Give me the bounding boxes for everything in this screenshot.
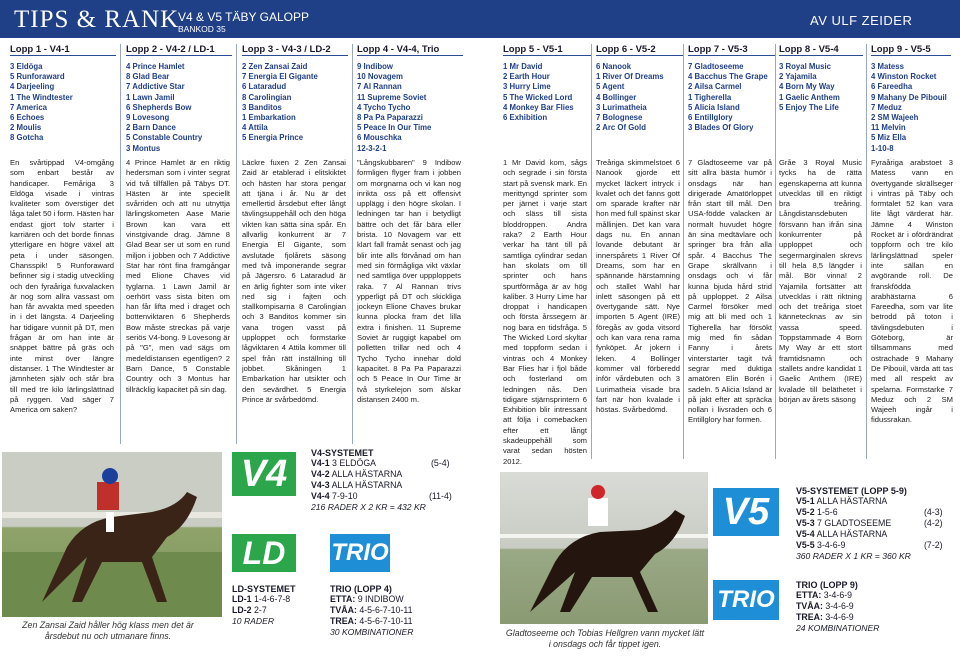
race-1-header: Lopp 1 - V4-1 <box>10 44 116 56</box>
race-3-picks <box>242 62 318 144</box>
pick: 5 Peace In Our Time <box>357 123 432 133</box>
v5-summary: 360 RADER X 1 KR = 360 KR <box>796 551 911 561</box>
pick: 5 Runforaward <box>10 72 65 82</box>
pick: 7 Gladtoseeme <box>688 62 744 71</box>
v4-logo: V4 <box>232 452 296 496</box>
trio-race-4-first: ETTA: 9 INDIBOW <box>330 594 404 604</box>
trio-logo-right: TRIO <box>713 580 779 620</box>
pick: 7 Energia El Gigante <box>242 72 318 82</box>
pick: 7 America <box>10 102 47 112</box>
pick: 3 Eldöga <box>10 62 43 71</box>
pick: 7 Addictive Star <box>126 82 185 92</box>
trio-race-9-third: TREA: 3-4-6-9 <box>796 612 854 622</box>
race-4-text: "Långskubbaren" 9 Indibow formligen flyger fram i jobben om morgnarna och vi kan nog inrikta oss på ett offensivt upplägg i den högre skolan. I ledningen tar han i betydligt bättre och det får bära eller brista. 10 Novagem var ett klart fall framåt senast och jag blir inte alls förvånad om han med sin förmågliga vikt växlar ned samtliga över uppploppets raka. 7 Al Rannan trivs ypperligt på DT och skickliga jockeyn Elione Chaves brukar kunna plocka fram det lilla extra i finishen. 11 Supreme Soviet är ruggigt kapabel om polletten trillar ned och 4 Tycho Tycho innehar dold kapacitet. 8 Pa Pa Paparazzi och 5 Peace In Our Time är två styrkelejon som älskar distansen 2400 m. <box>357 158 461 404</box>
pick: 2 Earth Hour <box>503 72 550 82</box>
pick: 4 Prince Hamlet <box>126 62 185 71</box>
pick: 1 Mr David <box>503 62 543 71</box>
race-2-picks <box>126 62 202 154</box>
pick: 9 Indibow <box>357 62 393 71</box>
pick: 2 Ailsa Carmel <box>688 82 742 92</box>
ld-system <box>232 584 322 627</box>
v4-system <box>311 448 471 513</box>
pick: 6 Shepherds Bow <box>126 102 192 112</box>
pick: 2 Zen Zansai Zaid <box>242 62 308 71</box>
ld-leg-2: LD-2 2-7 <box>232 605 267 615</box>
column-divider <box>591 44 592 459</box>
pick: 6 Mouschka <box>357 133 402 143</box>
track-code: BANKOD 35 <box>178 24 226 34</box>
race-9-picks <box>871 62 947 154</box>
pick: 7 Al Rannan <box>357 82 402 92</box>
v4-summary: 216 RADER X 2 KR = 432 KR <box>311 502 426 512</box>
trio-race-4-summary: 30 KOMBINATIONER <box>330 627 414 637</box>
pick: 12-3-2-1 <box>357 143 387 153</box>
pick: 3 Lurimatheia <box>596 102 647 112</box>
pick: 5 Miz Ella <box>871 133 907 143</box>
v5-leg-1: V5-1 ALLA HÄSTARNA <box>796 496 888 506</box>
trio-race-9-summary: 24 KOMBINATIONER <box>796 623 880 633</box>
pick: 1 Gaelic Anthem <box>779 92 840 102</box>
v5-leg-4: V5-4 ALLA HÄSTARNA <box>796 529 888 539</box>
column-divider <box>352 44 353 444</box>
trio-race-4-system <box>330 584 460 638</box>
trio-race-9-second: TVÅA: 3-4-6-9 <box>796 601 854 611</box>
column-divider <box>236 44 237 444</box>
pick: 4 Darjeeling <box>10 82 55 92</box>
pick: 2 Barn Dance <box>126 123 176 133</box>
pick: 2 SM Wajeeh <box>871 113 919 123</box>
horse-photo-left <box>2 452 222 617</box>
pick: 9 Mahany De Pibouil <box>871 92 947 102</box>
ld-system-title: LD-SYSTEMET <box>232 584 296 594</box>
ld-leg-1: LD-1 1-4-6-7-8 <box>232 594 291 604</box>
pick: 7 Bolognese <box>596 113 643 123</box>
pick: 3 Royal Music <box>779 62 831 71</box>
pick: 6 Entillglory <box>688 113 733 123</box>
race-6-header: Lopp 6 - V5-2 <box>596 44 684 56</box>
race-1-text: En svårtippad V4-omgång som enbart består av handicaper. Femåriga 3 Eldöga visade i vintras kvaliteter som överstiger det låga talet 50 i form. Hästen har endast gjort tolv starter i karriären och det borde finnas ytterligare en högre växel att peta i under säsongen. Chansspik! 5 Runforaward befinner sig i stadig utveckling och den fyraåriga fuxvalacken är nog som allra vassast om han får avvakta med speeden in i det längsta. 4 Darjeeling har tidigare vunnit på DT, men frågan är om han inte är snäppet bättre på gräs och inte minst över längre distanser. 1 The Windtester är jämnheten själv och står bra till med tre kilo lärlingslättnad på ryggen. Vad säger 7 America om saken? <box>10 158 114 415</box>
trio-race-9-title: TRIO (LOPP 9) <box>796 580 858 590</box>
race-4-picks <box>357 62 431 154</box>
column-divider <box>775 44 776 459</box>
page-title: TIPS & RANK <box>14 6 180 33</box>
v4-system-title: V4-SYSTEMET <box>311 448 374 458</box>
pick: 7 Meduz <box>871 102 902 112</box>
race-7-header: Lopp 7 - V5-3 <box>688 44 776 56</box>
horse-photo-right <box>500 472 708 624</box>
race-9-text: Fyraåriga arabstoet 3 Matess vann en övertygande skrällseger i vintras på Täby och formtalet 52 kan vara lite lågt värderat här. Jämne 4 Winston Rocket är i ofördrändrat toppform och tre kilo lärlingslättnad speler inte sällan en avgörande roll. De franskfödda arabhästarna 6 Fareedha, som var lite betrodd på toton i tävlingsdebuten i Göteborg, är tillsammans med ostrachade 9 Mahany De Pibouil, värda att tas med all respekt av spelarna. Formstarke 7 Meduz och 2 SM Wajeeh ingår i fidussrakan. <box>871 158 953 425</box>
pick: 4 Tycho Tycho <box>357 102 411 112</box>
pick: 3 Blades Of Glory <box>688 123 754 133</box>
pick: 4 Attila <box>242 123 268 133</box>
pick: 5 Enjoy The Life <box>779 102 839 112</box>
pick: 5 Energia Prince <box>242 133 304 143</box>
v4-leg-2: V4-2 ALLA HÄSTARNA <box>311 469 403 479</box>
pick: 4 Bollinger <box>596 92 637 102</box>
race-3-header: Lopp 3 - V4-3 / LD-2 <box>242 44 348 56</box>
pick: 5 Constable Country <box>126 133 203 143</box>
race-2-header: Lopp 2 - V4-2 / LD-1 <box>126 44 232 56</box>
pick: 4 Winston Rocket <box>871 72 937 82</box>
race-6-text: Treåriga skimmelstoet 6 Nanook gjorde ett mycket läckert intryck i kvalet och det fanns gott om sparade krafter när hon med full späinst skar mållinjen. Det kan vara dags nu. En annan lovande debutant är innerspårets 1 River Of Dreams, som har en spännande härstamning och stallet Wahl har inlett säsongen på ett övertygande sätt. Nye importen 5 Agent (IRE) föregås av goda vitsord och kan vara rena rama fynköpet. Är jokern i leken. 4 Bollinger kommer väl förberedd inför vårdebuten och 3 Lurimatheia visade bra fart när hon kvalade i höstas. Svårbedömd. <box>596 158 680 415</box>
race-3-text: Läckre fuxen 2 Zen Zansai Zaid är etablerad i elitskiktet och hästen har stora pengar att tjäna i år. Nu är det emellertid årsdebut efter långt tävlingsuppehåll och den höga vikten kan sätta sina spår. En allvarlig konkurrent är 7 Energia El Gigante, som avslutade fjolårets säsong med två imponerande segrar på Jägersro. 6 Lataradud är en ärlig fighter som inte viker ned sig i fajten och stallkompisarna 8 Carolingian och 3 Banditos kommer sin vana trogen vasst på upploppet och formstarke lågviktaren 4 Attila kommer till spel från rätt inställning till jobbet. Skåningen 1 Embarkation har utsikter och den sevärdhet. 5 Energia Prince är svårbedömd. <box>242 158 346 404</box>
pick: 1 River Of Dreams <box>596 72 664 82</box>
pick: 1 Lawn Jamil <box>126 92 175 102</box>
race-title: V4 & V5 TÄBY GALOPP <box>178 10 309 24</box>
trio-race-4-third: TREA: 4-5-6-7-10-11 <box>330 616 413 626</box>
v4-leg-1: V4-1 3 ELDÖGA (5-4) <box>311 458 450 468</box>
pick: 8 Glad Bear <box>126 72 170 82</box>
pick: 11 Melvin <box>871 123 906 133</box>
pick: 8 Pa Pa Paparazzi <box>357 113 423 123</box>
pick: 3 Montus <box>126 143 161 153</box>
pick: 6 Lataradud <box>242 82 287 92</box>
v5-leg-2: V5-2 1-5-6 (4-3) <box>796 507 943 517</box>
pick: 8 Gotcha <box>10 133 44 143</box>
pick: 1-10-8 <box>871 143 894 153</box>
race-7-text: 7 Gladtoseeme var på sitt allra bästa humör i onsdags när han dirigerade Amatörloppet från start till mål. Den USA-födde valacken är normalt huvudet högre än sina medtävlare och springer bra från alla spår. 4 Bacchus The Grape skrällvann i onsdags och vi får kunna bjuda hård strid på upploppet. 2 Ailsa Carmel försöker med mig att bli med och 1 Tigherella har försökt mig med fin sådan Fanny i årets vinterstarter tagit två segrar med duktiga amatören Elin Borén i sadeln. 5 Alicia Island är på jakt efter att spräcka nollan i livsraden och 6 Entillglory har formen. <box>688 158 772 425</box>
pick: 5 The Wicked Lord <box>503 92 573 102</box>
ld-summary: 10 RADER <box>232 616 275 626</box>
pick: 9 Lovesong <box>126 113 170 123</box>
race-8-text: Gråe 3 Royal Music tycks ha de rätta egenskaperna att kunna utvecklas till en riktigt bra treåring. Långdistansdebuten försvann han ifrån sina konkurrenter på upploppet och segermarginalen skrevs till hela 8,5 längder i mål. Bör vinna! 2 Yajamila fortsätter att utvecklas i rätt riktning och det treåriga stoet kännetecknas av sin vassa speed. Toppstammade 4 Born My Way är ett stort framtidsnamn och stallets andre kandidat 1 Gaelic Anthem (IRE) kvalade till beläthetet i början av årets säsong <box>779 158 862 404</box>
trio-race-9-first: ETTA: 3-4-6-9 <box>796 590 853 600</box>
pick: 1 Tigherella <box>688 92 732 102</box>
pick: 3 Banditos <box>242 102 282 112</box>
pick: 10 Novagem <box>357 72 403 82</box>
pick: 4 Born My Way <box>779 82 835 92</box>
trio-race-4-title: TRIO (LOPP 4) <box>330 584 392 594</box>
v4-leg-3: V4-3 ALLA HÄSTARNA <box>311 480 403 490</box>
race-2-text: 4 Prince Hamlet är en riktig hedersman som i vinter segrat vid två tillfällen på Täbys DT. Hästen är inte speciellt svårriden och att nu utnyttja lärlingskometen Aase Marie Brown kan vara ett vinstgivande drag. Jämne 8 Glad Bear ser ut som en rund miljon i jobben och 7 Addictive Star har rönt fina framgångar med Elione Chaves vid tyglarna. 1 Lawn Jamil är oerhört vass sista biten om han får lifta med i draget och bottenviktaren 6 Shepherds Bow måste streckas på varje seriös V4-bong. 9 Lovesong är på "G", men vad sägs om medeldistansen egentligen? 2 Barn Dance, 5 Constable Country och 3 Montus har tillräcklig kapacitet på sin dag. <box>126 158 230 394</box>
race-8-picks <box>779 62 840 113</box>
column-divider <box>866 44 867 459</box>
trio-race-9-system <box>796 580 946 634</box>
pick: 6 Fareedha <box>871 82 913 92</box>
pick: 4 Monkey Bar Flies <box>503 102 574 112</box>
pick: 5 Agent <box>596 82 625 92</box>
race-8-header: Lopp 8 - V5-4 <box>779 44 863 56</box>
race-4-header: Lopp 4 - V4-4, Trio <box>357 44 463 56</box>
pick: 6 Nanook <box>596 62 632 71</box>
trio-race-4-second: TVÅA: 4-5-6-7-10-11 <box>330 605 413 615</box>
race-7-picks <box>688 62 768 133</box>
race-9-header: Lopp 9 - V5-5 <box>871 44 951 56</box>
race-5-text: 1 Mr David kom, sågs och segrade i sin första start på svensk mark. En merittyngd sprinter som per järnet i varje start och släss till sista bloddroppen. Andra raka? 2 Earth Hour verkar ha tänt till på samtliga cylindrar sedan han skolats om till sprinter och hans spurtförmåga är av hög kaliber. 3 Hurry Lime har droppat i handicapen och första årssegern är nog bara en tidsfråga. 5 The Wicked Lord skyltar med toppform sedan i vintras och 4 Monkey Bar Flies har i fjol både och fosterland om ledningen nås. Den tidigare stjärnsprintern 6 Exhibition blir intressant att följa i comebacken efter ett långt skadeuppehåll som varat sedan hösten 2012. <box>503 158 587 466</box>
pick: 1 Embarkation <box>242 113 296 123</box>
photo-caption-right: Gladtoseeme och Tobias Hellgren vann mycket lätt i onsdags och får tippet igen. <box>505 628 705 649</box>
ld-logo: LD <box>232 534 296 572</box>
column-divider <box>120 44 121 444</box>
pick: 1 The Windtester <box>10 92 73 102</box>
pick: 3 Matess <box>871 62 904 71</box>
v5-logo: V5 <box>713 488 779 536</box>
race-1-picks <box>10 62 73 144</box>
photo-caption-left: Zen Zansai Zaid håller hög klass men det är årsdebut nu och utmanare finns. <box>22 620 194 641</box>
race-5-header: Lopp 5 - V5-1 <box>503 44 591 56</box>
author: AV ULF ZEIDER <box>810 13 913 28</box>
v5-system <box>796 486 951 562</box>
pick: 6 Exhibition <box>503 113 548 123</box>
v4-leg-4: V4-4 7-9-10 (11-4) <box>311 491 452 501</box>
v5-system-title: V5-SYSTEMET (LOPP 5-9) <box>796 486 907 496</box>
pick: 8 Carolingian <box>242 92 292 102</box>
trio-logo-left: TRIO <box>330 534 390 572</box>
pick: 3 Hurry Lime <box>503 82 551 92</box>
v5-leg-5: V5-5 3-4-6-9 (7-2) <box>796 540 943 550</box>
pick: 2 Moulis <box>10 123 42 133</box>
pick: 6 Echoes <box>10 113 45 123</box>
pick: 2 Yajamila <box>779 72 817 82</box>
pick: 5 Alicia Island <box>688 102 740 112</box>
column-divider <box>683 44 684 459</box>
race-5-picks <box>503 62 574 123</box>
pick: 2 Arc Of Gold <box>596 123 646 133</box>
v5-leg-3: V5-3 7 GLADTOSEEME (4-2) <box>796 518 943 528</box>
pick: 4 Bacchus The Grape <box>688 72 768 82</box>
race-6-picks <box>596 62 664 133</box>
pick: 11 Supreme Soviet <box>357 92 427 102</box>
